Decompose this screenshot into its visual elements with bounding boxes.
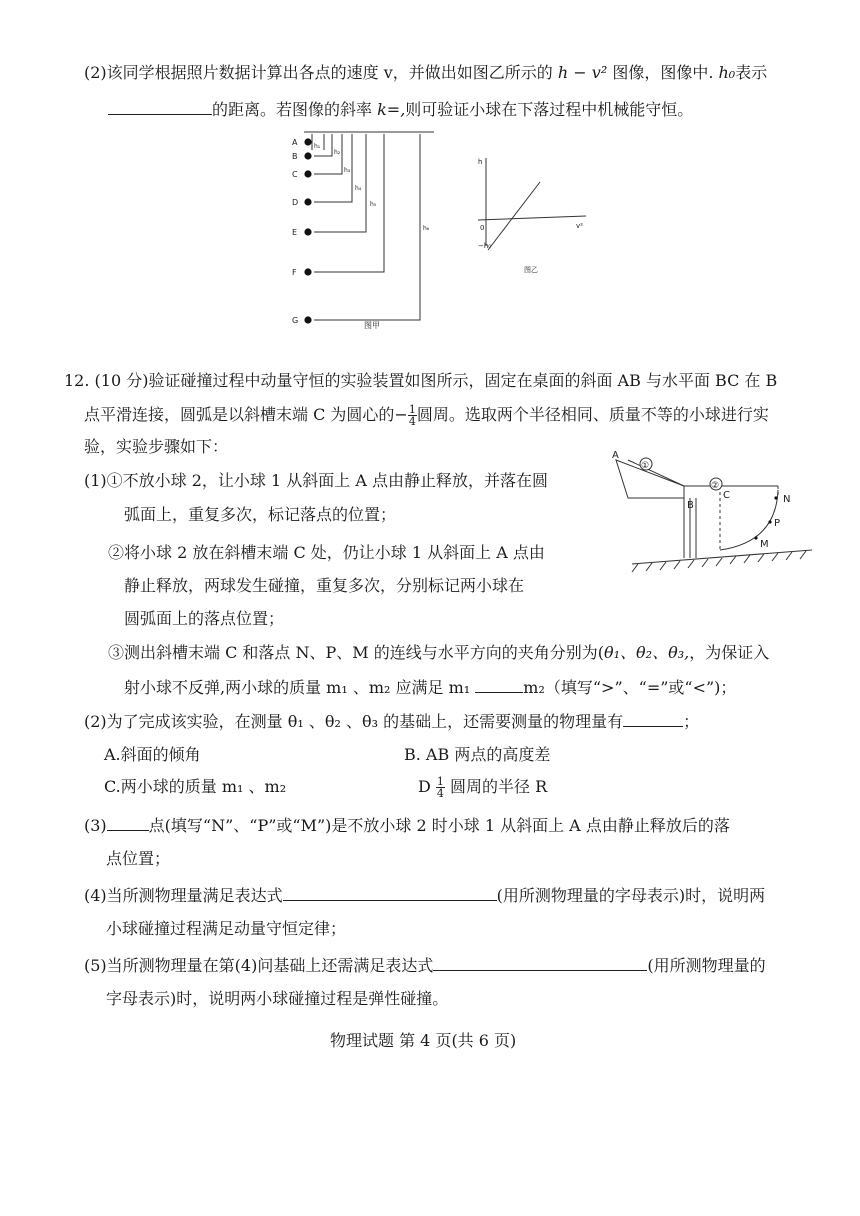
height-label: h₂ [334,149,341,156]
answer-blank[interactable] [108,98,212,115]
option-D[interactable]: D $\frac{1}{4}$ 圆周的半径 R [418,775,548,800]
option-B[interactable]: B. AB 两点的高度差 [404,745,551,764]
point-label: A [292,138,298,147]
answer-blank[interactable] [623,710,683,727]
q12-p2: (2)为了完成该实验，在测量 θ₁ 、θ₂ 、θ₃ 的基础上，还需要测量的物理量有 ； [84,712,700,731]
origin-label: 0 [480,224,485,232]
q12-p3-line1: (3) 点(填写“N”、“P”或“M”)是不放小球 2 时小球 1 从斜面上 A 点由静止释放后的落 [84,816,730,835]
height-label: h₄ [355,185,362,192]
point-label: D [292,198,299,207]
q12-step1-line2: 弧面上，重复多次，标记落点的位置； [124,505,397,524]
option-C[interactable]: C.两小球的质量 m₁ 、m₂ [104,777,287,796]
answer-blank[interactable] [433,954,647,971]
option-A[interactable]: A.斜面的倾角 [104,745,201,764]
point-label: E [292,228,298,237]
figure-caption: 图乙 [524,266,538,274]
q12-step2-line3: 圆弧面上的落点位置； [124,609,285,628]
height-label: h₁ [314,143,321,150]
q12-p4-line1: (4)当所测物理量满足表达式 (用所测物理量的字母表示)时，说明两 [84,886,766,905]
q12-step3-line1: ③测出斜槽末端 C 和落点 N、P、M 的连线与水平方向的夹角分别为(θ₁、θ₂、θ₃,，为保证入 [108,643,770,662]
q11-p2-line2: 的距离。若图像的斜率 k=,则可验证小球在下落过程中机械能守恒。 [108,98,693,121]
figure-caption: 图甲 [364,321,380,330]
height-label: h₃ [344,167,351,174]
page-footer: 物理试题 第 4 页(共 6 页) [330,1031,517,1050]
label-ball2: ② [711,481,720,491]
label-M: M [760,539,769,550]
axis-label-v2: v² [576,222,583,230]
q12-step2-line2: 静止释放，两球发生碰撞，重复多次，分别标记两小球在 [124,576,525,595]
fraction: $\frac{1}{4}$ [436,775,444,800]
label-P: P [774,518,781,529]
q12-step1-line1: (1)①不放小球 2，让小球 1 从斜面上 A 点由静止释放，并落在圆 [84,471,549,490]
label-ball1: ① [641,461,650,471]
label-C: C [723,490,730,501]
q12-step3-line2: 射小球不反弹,两小球的质量 m₁ 、m₂ 应满足 m₁ m₂（填写“>”、“=”或“<”)； [124,678,737,697]
q11-p2-line1: (2)该同学根据照片数据计算出各点的速度 v，并做出如图乙所示的 h − v² 图像，图像中. h₀表示 [84,63,768,82]
height-label: h₆ [423,225,430,232]
height-label: h₅ [370,201,377,208]
q12-line2: 点平滑连接，圆弧是以斜槽末端 C 为圆心的− $\frac{1}{4}$ 圆周。选取两个半径相同、质量不等的小球进行实 [84,403,769,428]
figure-yi [474,154,592,280]
fraction: $\frac{1}{4}$ [408,403,416,428]
q12-line3: 验，实验步骤如下： [84,437,229,456]
q12-p3-line2: 点位置； [106,849,171,868]
figure-apparatus [608,446,814,574]
answer-blank[interactable] [283,884,497,901]
q12-p5-line2: 字母表示)时，说明两小球碰撞过程是弹性碰撞。 [106,989,449,1008]
point-label: G [292,316,299,325]
point-label: B [292,152,298,161]
label-B: B [687,500,694,511]
answer-blank[interactable] [475,676,523,693]
label-A: A [612,450,619,461]
figure-jia [284,128,440,336]
axis-label-h: h [478,158,483,166]
q12-p5-line1: (5)当所测物理量在第(4)问基础上还需满足表达式 (用所测物理量的 [84,956,766,975]
answer-blank[interactable] [107,814,149,831]
q12-step2-line1: ②将小球 2 放在斜槽末端 C 处，仍让小球 1 从斜面上 A 点由 [108,543,545,562]
point-label: C [292,170,298,179]
intercept-label: −h₀ [478,242,492,250]
point-label: F [292,268,297,277]
q12-p4-line2: 小球碰撞过程满足动量守恒定律； [106,919,347,938]
label-N: N [783,494,791,505]
q12-line1: 12. (10 分)验证碰撞过程中动量守恒的实验装置如图所示，固定在桌面的斜面 AB 与水平面 BC 在 B [64,371,778,390]
